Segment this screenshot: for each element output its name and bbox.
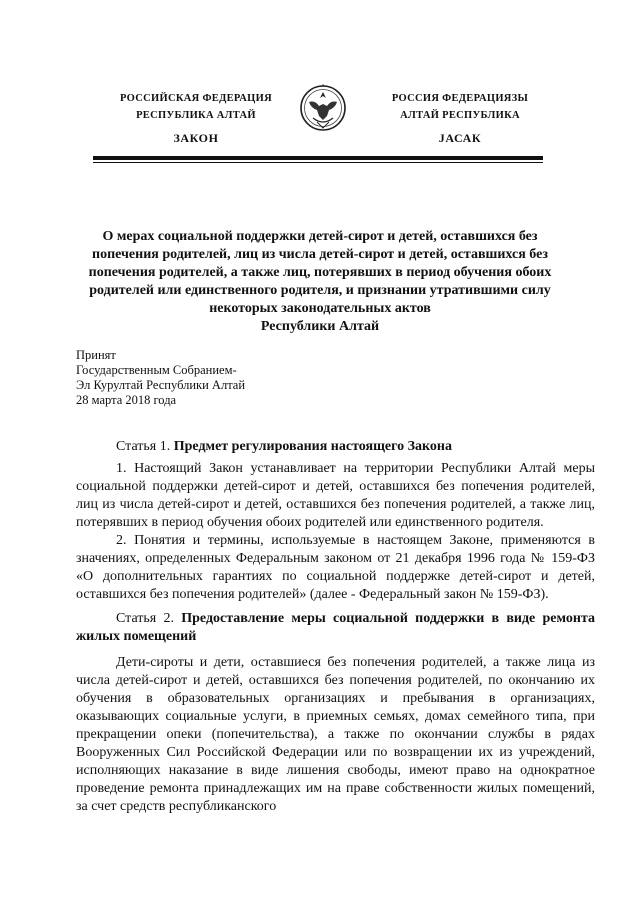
header-right-country: РОССИЯ ФЕДЕРАЦИЯЗЫ: [391, 93, 529, 104]
adoption-line: Государственным Собранием-: [76, 363, 237, 377]
title-line: Республики Алтай: [260, 319, 380, 334]
header-divider-thin: [93, 162, 543, 163]
adoption-info: [76, 348, 245, 408]
header-left: [96, 90, 296, 147]
title-line: попечения родителей, лиц из числа детей-сирот и детей, оставшихся без: [92, 247, 548, 262]
article-1-heading: [76, 438, 595, 456]
article-1-paragraph-2: 2. Понятия и термины, используемые в настоящем Законе, применяются в значениях, определенных Федеральным законом от 21 декабря 1996 года № 159-ФЗ «О дополнительных гарантиях по социальной поддержке детей-сирот и детей, оставшихся без попечения родителей» (далее - Федеральный закон № 159-ФЗ).: [76, 533, 595, 602]
title-line: попечения родителей, а также лиц, потерявших в период обучения обоих: [88, 265, 552, 280]
article-2-label: Статья 2.: [116, 611, 182, 626]
article-1-paragraph-1: 1. Настоящий Закон устанавливает на территории Республики Алтай меры социальной поддержки детей-сирот и детей, оставшихся без попечения родителей, лиц из числа детей-сирот и детей, оставшихся без попечения родителей, а также лиц, потерявших в период обучения обоих родителей или единственного родителя.: [76, 461, 595, 530]
coat-of-arms-emblem-icon: [297, 80, 349, 136]
header-right-republic: АЛТАЙ РЕСПУБЛИКА: [400, 110, 520, 121]
title-line: родителей или единственного родителя, и признании утратившими силу: [89, 283, 551, 298]
adoption-date: 28 марта 2018 года: [76, 393, 177, 407]
article-1-label: Статья 1.: [116, 439, 174, 454]
title-line: О мерах социальной поддержки детей-сирот и детей, оставшихся без: [102, 229, 538, 244]
header-divider-thick: [93, 156, 543, 160]
article-2-title: Предоставление меры социальной поддержки в виде ремонта жилых помещений: [76, 611, 595, 644]
adoption-line: Принят: [76, 348, 116, 362]
header-left-law: ЗАКОН: [173, 131, 219, 145]
article-2-paragraph-1: Дети-сироты и дети, оставшиеся без попечения родителей, а также лица из числа детей-сирот и детей, оставшихся без попечения родителей, по окончанию их обучения в образовательных организациях и пребывания в организациях, оказывающих социальные услуги, в приемных семьях, домах семейного типа, при прекращении опеки (попечительства), а также по окончании службы в рядах Вооруженных Сил Российской Федерации или по возвращении их из учреждений, исполняющих наказание в виде лишения свободы, имеют право на однократное проведение ремонта принадлежащих им на праве собственности жилых помещений, за счет средств республиканского: [76, 655, 595, 814]
law-body: [76, 438, 595, 816]
article-2-heading: [76, 610, 595, 646]
adoption-line: Эл Курултай Республики Алтай: [76, 378, 246, 392]
header-right: [360, 90, 560, 147]
title-line: некоторых законодательных актов: [209, 301, 431, 316]
header-right-law: JАСАК: [438, 131, 482, 145]
law-title: [70, 228, 570, 336]
article-1-title: Предмет регулирования настоящего Закона: [173, 439, 452, 454]
header-left-country: РОССИЙСКАЯ ФЕДЕРАЦИЯ: [120, 93, 272, 104]
header-left-republic: РЕСПУБЛИКА АЛТАЙ: [136, 110, 256, 121]
